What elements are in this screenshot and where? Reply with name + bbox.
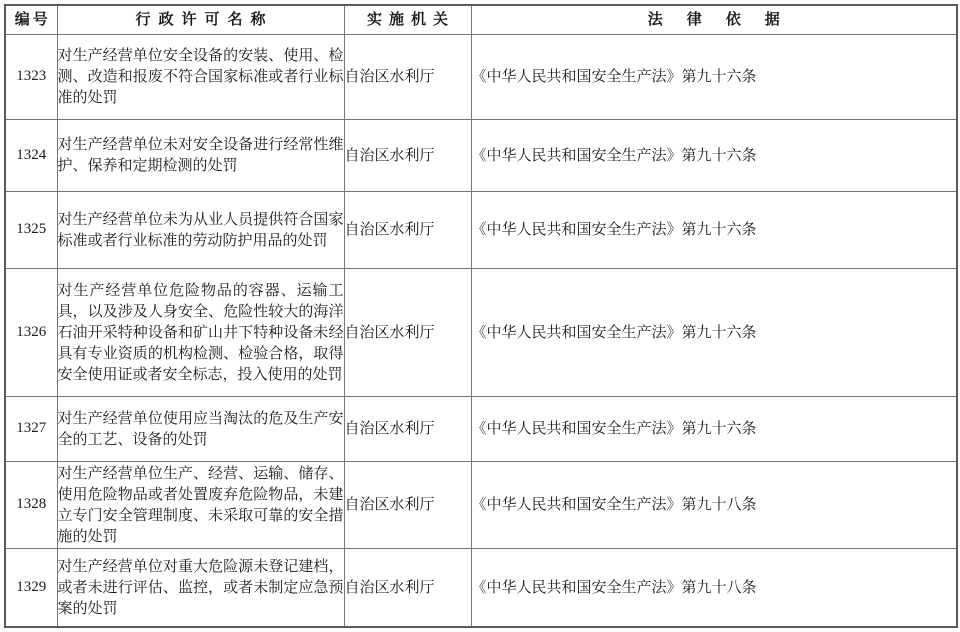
cell-permit-name: 对生产经营单位生产、经营、运输、储存、使用危险物品或者处置废弃危险物品，未建立专门安全管理制度、未采取可靠的安全措施的处罚 xyxy=(57,461,344,548)
cell-legal-basis: 《中华人民共和国安全生产法》第九十八条 xyxy=(471,461,957,548)
table-row xyxy=(5,548,957,627)
table-row xyxy=(5,396,957,461)
cell-permit-name: 对生产经营单位对重大危险源未登记建档，或者未进行评估、监控，或者未制定应急预案的处罚 xyxy=(57,548,344,627)
cell-agency: 自治区水利厅 xyxy=(344,461,471,548)
cell-agency: 自治区水利厅 xyxy=(344,191,471,268)
cell-legal-basis: 《中华人民共和国安全生产法》第九十六条 xyxy=(471,34,957,119)
cell-legal-basis: 《中华人民共和国安全生产法》第九十六条 xyxy=(471,119,957,191)
cell-permit-name: 对生产经营单位安全设备的安装、使用、检测、改造和报废不符合国家标准或者行业标准的处罚 xyxy=(57,34,344,119)
cell-id: 1328 xyxy=(5,461,57,548)
cell-legal-basis: 《中华人民共和国安全生产法》第九十六条 xyxy=(471,396,957,461)
header-row xyxy=(5,5,957,34)
column-header-id: 编号 xyxy=(5,5,57,34)
table-row xyxy=(5,34,957,119)
column-header-legal-basis: 法律依据 xyxy=(471,5,957,34)
cell-legal-basis: 《中华人民共和国安全生产法》第九十八条 xyxy=(471,548,957,627)
table-row xyxy=(5,119,957,191)
cell-id: 1326 xyxy=(5,268,57,396)
cell-agency: 自治区水利厅 xyxy=(344,119,471,191)
table-row xyxy=(5,268,957,396)
cell-id: 1323 xyxy=(5,34,57,119)
cell-id: 1324 xyxy=(5,119,57,191)
cell-agency: 自治区水利厅 xyxy=(344,548,471,627)
column-header-agency: 实施机关 xyxy=(344,5,471,34)
cell-permit-name: 对生产经营单位未对安全设备进行经常性维护、保养和定期检测的处罚 xyxy=(57,119,344,191)
table-row xyxy=(5,191,957,268)
cell-id: 1325 xyxy=(5,191,57,268)
cell-legal-basis: 《中华人民共和国安全生产法》第九十六条 xyxy=(471,191,957,268)
cell-legal-basis: 《中华人民共和国安全生产法》第九十六条 xyxy=(471,268,957,396)
cell-agency: 自治区水利厅 xyxy=(344,268,471,396)
table-row xyxy=(5,461,957,548)
cell-agency: 自治区水利厅 xyxy=(344,34,471,119)
column-header-permit-name: 行政许可名称 xyxy=(57,5,344,34)
administrative-permit-table xyxy=(4,4,958,628)
cell-agency: 自治区水利厅 xyxy=(344,396,471,461)
cell-permit-name: 对生产经营单位未为从业人员提供符合国家标准或者行业标准的劳动防护用品的处罚 xyxy=(57,191,344,268)
cell-permit-name: 对生产经营单位危险物品的容器、运输工具，以及涉及人身安全、危险性较大的海洋石油开采特种设备和矿山井下特种设备未经具有专业资质的机构检测、检验合格，取得安全使用证或者安全标志，投入使用的处罚 xyxy=(57,268,344,396)
cell-id: 1327 xyxy=(5,396,57,461)
cell-permit-name: 对生产经营单位使用应当淘汰的危及生产安全的工艺、设备的处罚 xyxy=(57,396,344,461)
cell-id: 1329 xyxy=(5,548,57,627)
